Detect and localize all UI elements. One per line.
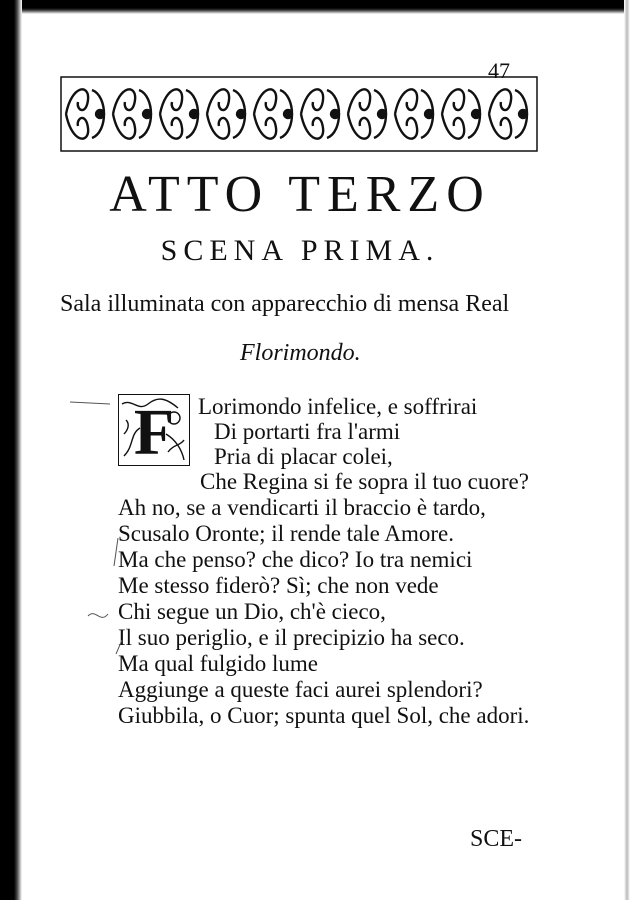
verse-line: Di portarti fra l'armi [214,419,401,444]
ornament-scroll [489,114,511,139]
verse-line: Scusalo Oronte; il rende tale Amore. [118,521,454,546]
scan-top-border [14,0,630,14]
stage-direction: Sala illuminata con apparecchio di mensa Real [60,291,510,317]
verse-line: Che Regina si fe sopra il tuo cuore? [200,469,529,494]
scan-right-edge [624,0,630,900]
ornament-scroll [442,114,464,139]
verse-line: Aggiunge a queste faci aurei splendori? [118,677,483,702]
ornament-scroll [395,114,417,139]
verse-line: Chi segue un Dio, ch'è cieco, [118,599,386,624]
ornament-dot [190,110,198,118]
ornament-dot [284,110,292,118]
ornament-scroll [348,89,370,114]
verse-line: Giubbila, o Cuor; spunta quel Sol, che adori. [118,703,530,728]
ornament-scroll [395,89,417,114]
ornament-dot [143,110,151,118]
ornament-scroll [160,89,182,114]
speaker-name: Florimondo. [240,340,361,366]
ornament-scroll [160,114,182,139]
scan-binding-shadow [0,0,22,900]
catchword: SCE- [470,826,523,852]
ornamental-headpiece [60,76,538,152]
verse-line: Ma che penso? che dico? Io tra nemici [118,547,473,572]
drop-cap-letter: F [133,396,175,466]
manuscript-margin-marks [70,388,130,668]
verse-line: Lorimondo infelice, e soffrirai [198,394,478,419]
ornament-scroll [301,89,323,114]
verse-line: Ma qual fulgido lume [118,651,318,676]
ornament-scroll [301,114,323,139]
verse-line: Pria di placar colei, [214,444,393,469]
verse-line: Ah no, se a vendicarti il braccio è tardo, [118,495,486,520]
act-heading: ATTO TERZO [109,166,491,223]
ornament-dot [96,110,104,118]
ornament-dot [425,110,433,118]
ornament-scroll [66,89,88,114]
verse-line: Il suo periglio, e il precipizio ha seco. [118,625,465,650]
ornament-scroll [207,89,229,114]
ornament-scroll [113,114,135,139]
ornament-dot [519,110,527,118]
ornament-dot [237,110,245,118]
scene-heading: SCENA PRIMA. [160,234,440,267]
ornament-scroll [254,114,276,139]
ornament-dot [472,110,480,118]
ornament-dot [378,110,386,118]
ornament-scroll [66,114,88,139]
ornament-scroll [254,89,276,114]
ornament-scroll [207,114,229,139]
page-number: 47 [488,58,510,83]
ornament-dot [331,110,339,118]
verse-line: Me stesso fiderò? Sì; che non vede [118,573,439,598]
ornament-scroll [348,114,370,139]
ornament-scroll [113,89,135,114]
ornament-scroll [442,89,464,114]
ornament-scroll [489,89,511,114]
